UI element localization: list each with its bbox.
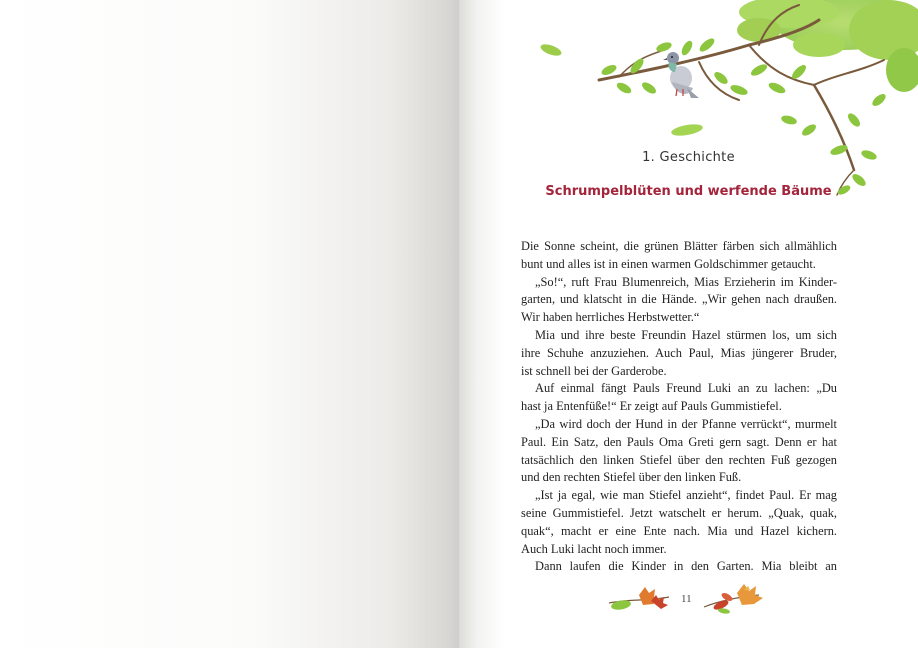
tree-branch-with-pigeon-icon: [459, 0, 918, 210]
story-text: [521, 238, 837, 576]
text-line: hast ja Entenfüße!“ Er zeigt auf Pauls Gummistiefel.: [521, 399, 782, 414]
text-line: Auf einmal fängt Pauls Freund Luki an zu lachen: „Du: [535, 381, 837, 396]
text-line: Auch Luki lacht noch immer.: [521, 541, 667, 556]
text-line: Paul. Ein Satz, den Pauls Oma Greti gern sagt. Denn er hat: [521, 434, 837, 449]
text-line: Dann laufen die Kinder in den Garten. Mia bleibt an: [535, 559, 837, 574]
text-line: bunt und alles ist in einen warmen Goldschimmer getaucht.: [521, 256, 816, 271]
chapter-number: 1. Geschichte: [642, 150, 735, 165]
text-line: Mia und ihre beste Freundin Hazel stürmen los, um sich: [535, 327, 837, 342]
page-number: 11: [681, 593, 692, 605]
text-line: quak“, macht er eine Ente nach. Mia und Hazel kichern.: [521, 523, 837, 538]
text-line: tatsächlich den linken Stiefel über den rechten Fuß gezogen: [521, 452, 837, 467]
text-line: und den rechten Stiefel über den linken Fuß.: [521, 470, 742, 485]
chapter-title: Schrumpelblüten und werfende Bäume: [545, 184, 832, 199]
text-line: Die Sonne scheint, die grünen Blätter färben sich allmählich: [521, 239, 837, 253]
text-line: „Ist ja egal, wie man Stiefel anzieht“, findet Paul. Er mag: [535, 488, 837, 503]
right-page: [459, 0, 918, 648]
text-line: Wir haben herrliches Herbstwetter.“: [521, 310, 700, 325]
text-line: seine Gummistiefel. Jetzt watschelt er herum. „Quak, quak,: [521, 505, 837, 520]
text-line: „Da wird doch der Hund in der Pfanne verrückt“, murmelt: [535, 416, 837, 431]
text-line: „So!“, ruft Frau Blumenreich, Mias Erzieherin im Kinder-: [535, 274, 837, 289]
text-line: garten, und klatscht in die Hände. „Wir gehen nach draußen.: [521, 292, 837, 307]
text-line: ihre Schuhe anzuziehen. Auch Paul, Mias jüngerer Bruder,: [521, 345, 837, 360]
text-line: ist schnell bei der Garderobe.: [521, 363, 667, 378]
